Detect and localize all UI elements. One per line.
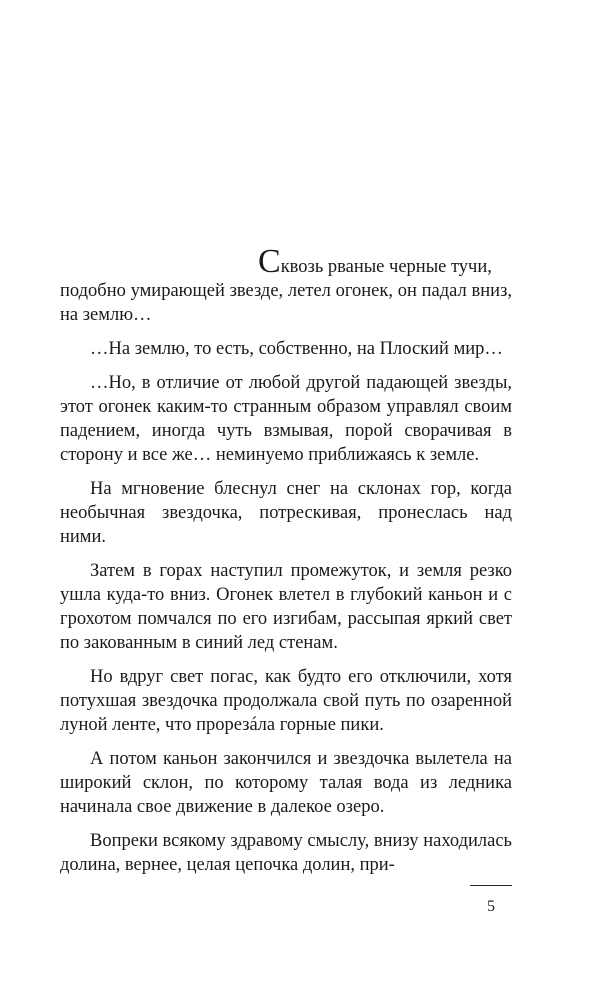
drop-letter: С xyxy=(258,243,281,280)
opening-paragraph xyxy=(60,243,512,327)
paragraph-2: …Но, в отличие от любой другой падающей звезды, этот огонек каким-то странным образом управлял своим падением, иногда чуть взмывая, порой сворачивая в сторону и все же… неминуемо приближаясь к земле. xyxy=(60,373,512,465)
paragraph-3: На мгновение блеснул снег на склонах гор, когда необычная звездочка, потрескивая, пронеслась над ними. xyxy=(60,479,512,547)
paragraph-4: Затем в горах наступил промежуток, и земля резко ушла куда-то вниз. Огонек влетел в глубокий каньон и с грохотом помчался по его изгибам, рассыпая яркий свет по закованным в синий лед стенам. xyxy=(60,561,512,653)
opening-first-line-text: квозь рваные черные тучи, xyxy=(280,257,492,277)
paragraph-5: Но вдруг свет погас, как будто его отключили, хотя потухшая звездочка продолжала свой путь по озаренной луной ленте, что прорезáла горные пики. xyxy=(60,667,512,735)
paragraph-1: …На землю, то есть, собственно, на Плоский мир… xyxy=(90,339,503,359)
body-text xyxy=(60,243,512,887)
page-number: 5 xyxy=(487,898,495,915)
paragraph-7: Вопреки всякому здравому смыслу, внизу находилась долина, вернее, целая цепочка долин, при- xyxy=(60,831,512,875)
opening-first-line xyxy=(60,243,512,280)
footer-rule xyxy=(470,885,512,886)
opening-rest-text: подобно умирающей звезде, летел огонек, он падал вниз, на землю… xyxy=(60,281,512,325)
paragraph-6: А потом каньон закончился и звездочка вылетела на широкий склон, по которому талая вода из ледника начинала свое движение в далекое озеро. xyxy=(60,749,512,817)
